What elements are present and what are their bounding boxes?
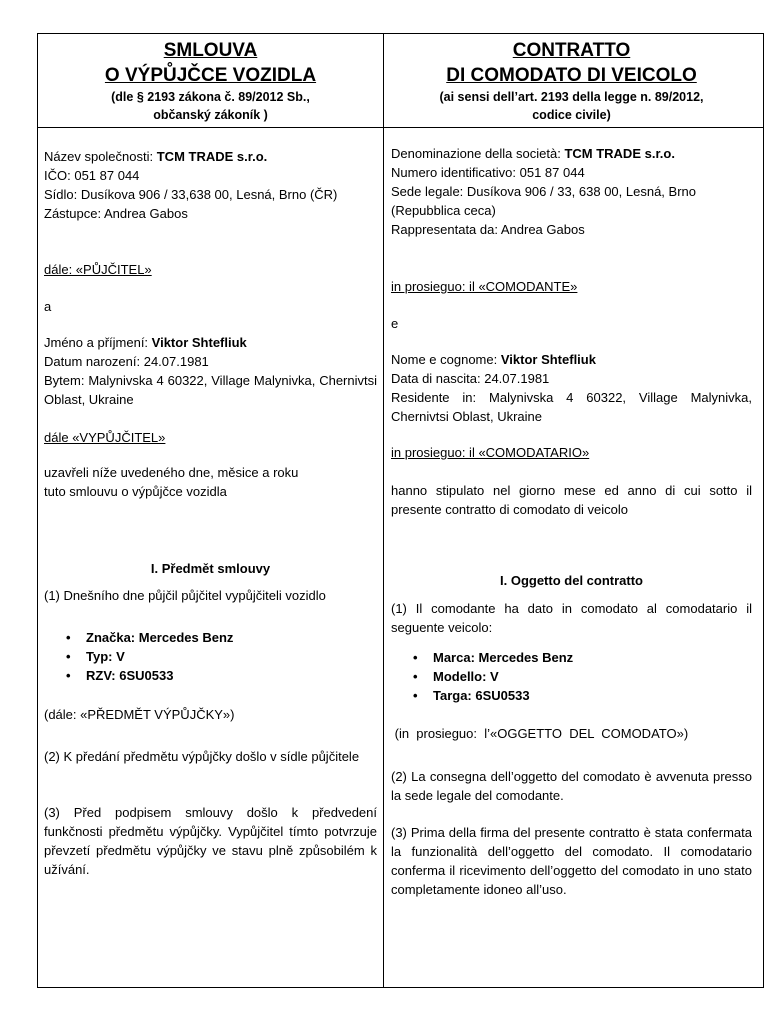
czech-dob: Datum narození: 24.07.1981 bbox=[44, 354, 209, 369]
list-item: • Targa: 6SU0533 bbox=[413, 688, 530, 703]
italian-concluded: hanno stipulato nel giorno mese ed anno di cui sotto il presente contratto di comodato di veicolo bbox=[391, 483, 752, 517]
italian-dob: Data di nascita: 24.07.1981 bbox=[391, 371, 550, 386]
contract-table bbox=[37, 33, 764, 988]
italian-name-line bbox=[391, 350, 752, 369]
italian-company-value: TCM TRADE s.r.o. bbox=[564, 146, 675, 161]
czech-concluded-line1: uzavřeli níže uvedeného dne, měsice a roku bbox=[44, 465, 299, 480]
czech-company-label: Název společnosti: bbox=[44, 149, 157, 164]
czech-company-line bbox=[44, 147, 377, 166]
czech-representative: Zástupce: Andrea Gabos bbox=[44, 206, 188, 221]
italian-vehicle-list bbox=[391, 648, 752, 705]
czech-company-value: TCM TRADE s.r.o. bbox=[156, 149, 268, 164]
czech-seat: Sídlo: Dusíkova 906 / 33,638 00, Lesná, Brno (ČR) bbox=[44, 187, 338, 202]
italian-and: e bbox=[391, 316, 399, 331]
czech-lender-block bbox=[44, 147, 377, 223]
list-item: • RZV: 6SU0533 bbox=[66, 668, 174, 683]
list-item: • Značka: Mercedes Benz bbox=[66, 630, 234, 645]
italian-subtitle-line1: (ai sensi dell’art. 2193 della legge n. 89/2012, bbox=[439, 90, 704, 104]
italian-name-value: Viktor Shtefliuk bbox=[500, 352, 596, 367]
czech-subtitle-line1: (dle § 2193 zákona č. 89/2012 Sb., bbox=[111, 90, 310, 104]
czech-paragraph1: (1) Dnešního dne půjčil půjčitel vypůjčiteli vozidlo bbox=[44, 588, 326, 603]
czech-concluded-line2: tuto smlouvu o výpůjčce vozidla bbox=[44, 484, 227, 499]
czech-address: Bytem: Malynivska 4 60322, Village Malynivka, Chernivtsi Oblast, Ukraine bbox=[44, 373, 377, 407]
italian-header bbox=[391, 38, 752, 124]
czech-concluded bbox=[44, 463, 377, 501]
italian-company-line bbox=[391, 144, 752, 163]
czech-and: a bbox=[44, 299, 52, 314]
czech-lender-label: dále: «PŮJČITEL» bbox=[44, 262, 152, 277]
czech-paragraph2: (2) K předání předmětu výpůjčky došlo v sídle půjčitele bbox=[44, 749, 360, 764]
italian-subtitle-line2: codice civile) bbox=[532, 108, 611, 122]
czech-title-line2: O VÝPŮJČCE VOZIDLA bbox=[104, 65, 317, 86]
italian-representative: Rappresentata da: Andrea Gabos bbox=[391, 222, 585, 237]
italian-name-label: Nome e cognome: bbox=[391, 352, 501, 367]
czech-subtitle-line2: občanský zákoník ) bbox=[153, 108, 268, 122]
czech-subject-label: (dále: «PŘEDMĚT VÝPŮJČKY») bbox=[44, 707, 235, 722]
czech-name-line bbox=[44, 333, 377, 352]
czech-section1-title: I. Předmět smlouvy bbox=[150, 561, 271, 576]
italian-paragraph2: (2) La consegna dell’oggetto del comodato è avvenuta presso la sede legale del comodante. bbox=[391, 769, 752, 803]
italian-title-line1: CONTRATTO bbox=[512, 40, 631, 61]
czech-title-line1: SMLOUVA bbox=[163, 40, 258, 61]
italian-address: Residente in: Malynivska 4 60322, Village Malynivka, Chernivtsi Oblast, Ukraine bbox=[391, 390, 752, 424]
czech-vehicle-list bbox=[44, 628, 377, 685]
czech-borrower-block bbox=[44, 333, 377, 409]
italian-subject-label: (in prosieguo: l’«OGGETTO DEL COMODATO») bbox=[391, 726, 689, 741]
italian-title-line2: DI COMODATO DI VEICOLO bbox=[446, 65, 697, 86]
list-item: • Marca: Mercedes Benz bbox=[413, 650, 574, 665]
column-divider bbox=[383, 34, 384, 987]
italian-company-label: Denominazione della società: bbox=[391, 146, 565, 161]
italian-section1-title: I. Oggetto del contratto bbox=[500, 573, 643, 588]
czech-name-label: Jméno a příjmení: bbox=[44, 335, 152, 350]
czech-ico: IČO: 051 87 044 bbox=[44, 168, 140, 183]
czech-borrower-label: dále «VYPŮJČITEL» bbox=[44, 430, 166, 445]
italian-borrower-label: in prosieguo: il «COMODATARIO» bbox=[391, 445, 590, 460]
italian-borrower-block bbox=[391, 350, 752, 426]
italian-lender-label: in prosieguo: il «COMODANTE» bbox=[391, 279, 578, 294]
italian-paragraph1: (1) Il comodante ha dato in comodato al comodatario il seguente veicolo: bbox=[391, 601, 752, 635]
list-item: • Modello: V bbox=[413, 669, 499, 684]
italian-seat: Sede legale: Dusíkova 906 / 33, 638 00, Lesná, Brno (Repubblica ceca) bbox=[391, 184, 696, 218]
czech-paragraph3: (3) Před podpisem smlouvy došlo k předvedení funkčnosti předmětu výpůjčky. Vypůjčitel tímto potvrzuje převzetí předmětu výpůjčky ve stavu plně způsobilém k užívání. bbox=[44, 805, 377, 877]
header-divider bbox=[38, 127, 763, 128]
czech-name-value: Viktor Shtefliuk bbox=[151, 335, 247, 350]
czech-header bbox=[44, 38, 377, 124]
italian-id-number: Numero identificativo: 051 87 044 bbox=[391, 165, 585, 180]
list-item: • Typ: V bbox=[66, 649, 125, 664]
italian-paragraph3: (3) Prima della firma del presente contratto è stata confermata la funzionalità dell’oggetto del comodato. Il comodatario conferma il ricevimento dell’oggetto del comodato in uno stato completamente idoneo all’uso. bbox=[391, 825, 752, 897]
italian-lender-block bbox=[391, 144, 752, 239]
